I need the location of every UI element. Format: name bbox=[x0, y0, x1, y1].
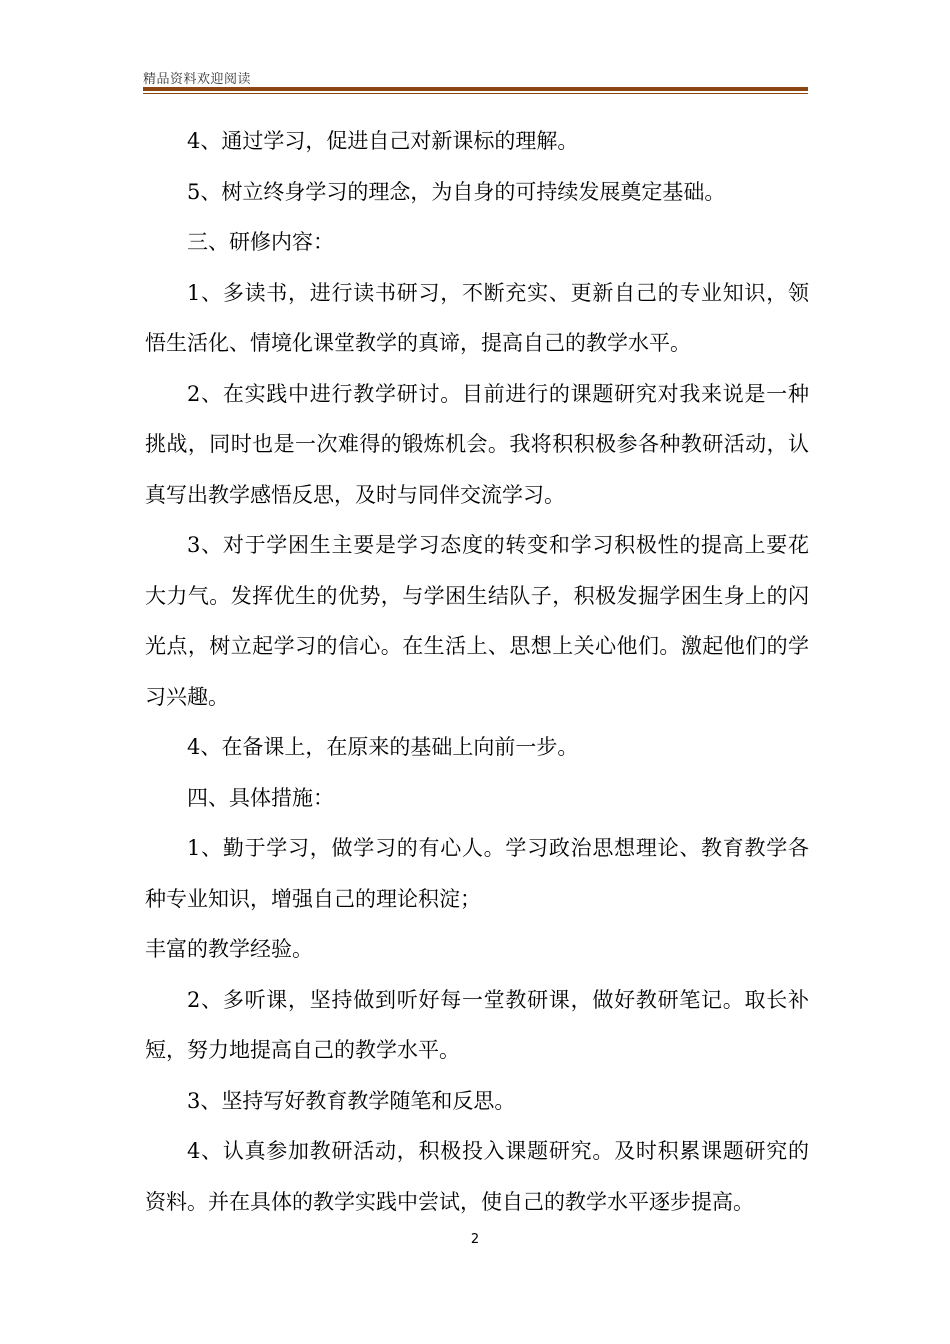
paragraph: 5、树立终身学习的理念，为自身的可持续发展奠定基础。 bbox=[187, 179, 726, 204]
header-rule-thick bbox=[143, 87, 808, 91]
paragraph: 3、对于学困生主要是学习态度的转变和学习积极性的提高上要花大力气。发挥优生的优势，与学困生结队子，积极发掘学困生身上的闪光点，树立起学习的信心。在生活上、思想上关心他们。激起他们的学习兴趣。 bbox=[145, 533, 809, 709]
paragraph: 2、在实践中进行教学研讨。目前进行的课题研究对我来说是一种挑战，同时也是一次难得的锻炼机会。我将积积极参各种教研活动，认真写出教学感悟反思，及时与同伴交流学习。 bbox=[145, 381, 809, 507]
paragraph: 2、多听课，坚持做到听好每一堂教研课，做好教研笔记。取长补短，努力地提高自己的教学水平。 bbox=[145, 987, 809, 1062]
section-heading: 四、具体措施： bbox=[187, 785, 334, 810]
page-number: 2 bbox=[470, 1232, 480, 1247]
paragraph: 4、通过学习，促进自己对新课标的理解。 bbox=[187, 129, 579, 153]
section-heading: 三、研修内容： bbox=[187, 230, 334, 254]
header-rule-thin bbox=[143, 93, 808, 94]
page-header: 精品资料欢迎阅读 bbox=[143, 72, 252, 87]
paragraph: 4、在备课上，在原来的基础上向前一步。 bbox=[187, 735, 579, 759]
paragraph: 3、坚持写好教育教学随笔和反思。 bbox=[187, 1088, 516, 1113]
paragraph: 1、多读书，进行读书研习，不断充实、更新自己的专业知识，领悟生活化、情境化课堂教学的真谛，提高自己的教学水平。 bbox=[145, 280, 809, 355]
document-body bbox=[145, 116, 809, 1227]
paragraph: 4、认真参加教研活动，积极投入课题研究。及时积累课题研究的资料。并在具体的教学实践中尝试，使自己的教学水平逐步提高。 bbox=[145, 1139, 809, 1214]
paragraph: 1、勤于学习，做学习的有心人。学习政治思想理论、教育教学各种专业知识，增强自己的理论积淀； bbox=[145, 836, 809, 911]
paragraph: 丰富的教学经验。 bbox=[145, 937, 313, 961]
